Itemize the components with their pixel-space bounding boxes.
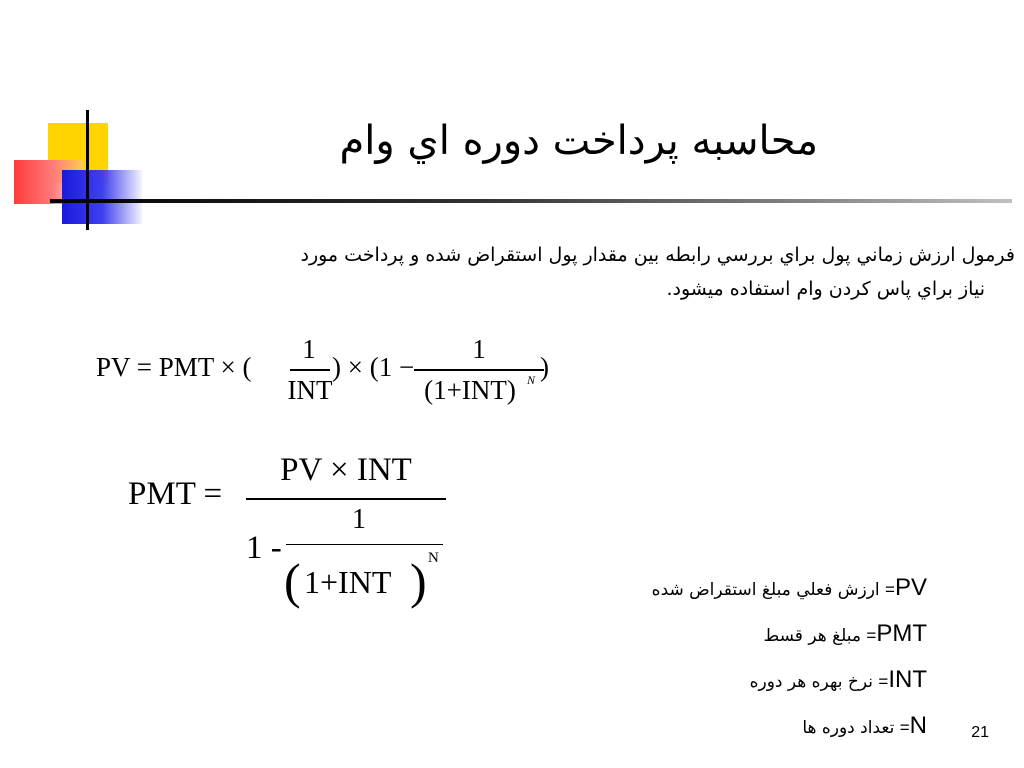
definition-symbol: INT: [888, 666, 927, 693]
title-underline-rule: [50, 199, 1012, 203]
definition-row: [652, 614, 927, 660]
definition-equals: =: [899, 718, 910, 737]
definition-row: [652, 660, 927, 706]
formula1-lhs: PV = PMT × (: [96, 352, 252, 382]
intro-line-1: فرمول ارزش زماني پول براي بررسي رابطه بين مقدار پول استقراض شده و پرداخت مورد: [300, 244, 1015, 266]
formula2-inner-numerator: 1: [352, 504, 366, 535]
definition-symbol: PMT: [876, 620, 927, 647]
decor-vertical-rule: [86, 110, 89, 230]
definition-text: ارزش فعلي مبلغ استقراض شده: [651, 580, 886, 600]
formula2-one-minus: 1 -: [246, 530, 282, 566]
formula2-open-paren: (: [284, 553, 301, 609]
definition-row: [652, 568, 927, 614]
formula2-inner-denominator: 1+INT: [304, 564, 392, 600]
formula2-lhs: PMT =: [128, 476, 223, 512]
definition-row: [652, 706, 927, 752]
definition-text: مبلغ هر قسط: [763, 626, 867, 646]
formula1-frac2-num: 1: [472, 334, 486, 364]
formula1-frac2-den: (1+INT): [424, 375, 516, 405]
formula1-frac1-num: 1: [302, 334, 316, 364]
formula1-frac2-bar: [414, 369, 544, 371]
formula1-exponent: N: [527, 373, 536, 387]
formula2-exponent: N: [428, 550, 439, 566]
decor-blue-block: [62, 170, 142, 224]
intro-paragraph: [170, 238, 1015, 306]
definition-equals: =: [885, 580, 895, 599]
definition-text: نرخ بهره هر دوره: [749, 672, 879, 692]
page-number: 21: [971, 724, 989, 741]
definition-equals: =: [878, 672, 889, 691]
definition-symbol: N: [909, 712, 927, 739]
variable-definitions: [652, 568, 927, 752]
formula1-frac1-den: INT: [287, 375, 333, 405]
definition-equals: =: [866, 626, 877, 645]
formula-payment: [128, 448, 458, 618]
formula1-close: ): [540, 352, 549, 382]
definition-text: تعداد دوره ها: [802, 718, 900, 738]
formula2-close-paren: ): [410, 553, 427, 609]
formula-present-value: [96, 332, 566, 412]
formula2-inner-bar: [286, 544, 443, 545]
definition-symbol: PV: [894, 574, 927, 601]
formula1-frac1-bar: [290, 369, 330, 371]
intro-line-2: نياز براي پاس كردن وام استفاده ميشود.: [666, 278, 985, 300]
slide-title: محاسبه پرداخت دوره اي وام: [339, 118, 818, 164]
formula2-numerator: PV × INT: [280, 452, 412, 488]
formula2-main-bar: [246, 498, 446, 500]
formula1-mid: ) × (1 −: [332, 352, 415, 382]
